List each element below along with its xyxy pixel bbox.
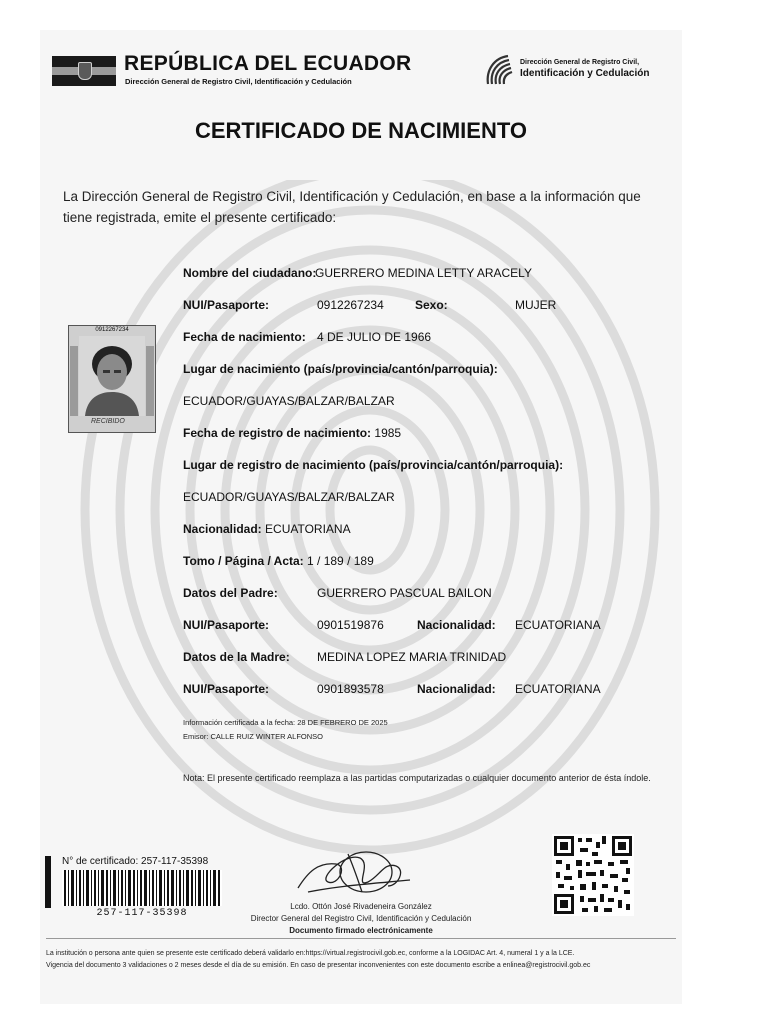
mother-nationality: ECUATORIANA [515,682,601,696]
birth-place-label: Lugar de nacimiento (país/provincia/cantón/parroquia): [183,362,498,376]
registry-place: ECUADOR/GUAYAS/BALZAR/BALZAR [183,490,395,504]
barcode-image [62,870,222,906]
registro-civil-logo-icon [480,50,520,90]
citizen-id: 0912267234 [317,298,384,312]
certificate-number: N° de certificado: 257-117-35398 [62,856,209,867]
ecuador-flag-icon [52,56,116,86]
certificate-page [40,30,682,1004]
volume-row [183,554,374,568]
father-label: Datos del Padre: [183,586,278,600]
volume-label: Tomo / Página / Acta: [183,554,304,568]
country-title: REPÚBLICA DEL ECUADOR [124,52,412,75]
fingerprint-watermark [40,180,682,900]
agency-line-1: Dirección General de Registro Civil, [520,59,640,66]
registry-date-label: Fecha de registro de nacimiento: [183,426,372,440]
footer-line-1: La institución o persona ante quien se presente este certificado deberá validarlo en:https://virtual.registrocivil.gob.ec, conforme a la LOGIDAC Art. 4, numeral 1 y a la LCE. [46,950,575,957]
nationality-label: Nacionalidad: [183,522,262,536]
father-nationality: ECUATORIANA [515,618,601,632]
father-id: 0901519876 [317,618,384,632]
portrait-image [79,336,145,416]
citizen-sex: MUJER [515,298,557,312]
edge-mark [45,856,51,908]
nationality: ECUATORIANA [265,522,351,536]
signed-electronically: Documento firmado electrónicamente [289,926,433,935]
mother-id-label: NUI/Pasaporte: [183,682,270,696]
birth-date-label: Fecha de nacimiento: [183,330,306,344]
father-id-label: NUI/Pasaporte: [183,618,270,632]
registry-place-label: Lugar de registro de nacimiento (país/provincia/cantón/parroquia): [183,458,564,472]
document-title: CERTIFICADO DE NACIMIENTO [194,118,528,143]
signature-image [288,842,418,902]
barcode-number: 257-117-35398 [96,908,188,919]
id-label: NUI/Pasaporte: [183,298,270,312]
intro-paragraph: La Dirección General de Registro Civil, Identificación y Cedulación, en base a la información que tiene registrada, emite el presente certificado: [63,189,641,225]
volume-value: 1 / 189 / 189 [307,554,374,568]
father-nationality-label: Nacionalidad: [417,618,496,632]
signatory-title: Director General del Registro Civil, Identificación y Cedulación [250,914,472,923]
mother-label: Datos de la Madre: [183,650,290,664]
name-label: Nombre del ciudadano: [183,266,317,280]
registry-date: 1985 [374,426,402,440]
birth-date: 4 DE JULIO DE 1966 [317,330,432,344]
footer-line-2: Vigencia del documento 3 validaciones o 2 meses desde el día de su emisión. En caso de presentar inconvenientes con este documento escribe a enlinea@registrocivil.gob.ec [46,962,591,969]
signatory-name: Lcdo. Ottón José Rivadeneira González [290,902,432,911]
mother-name: MEDINA LOPEZ MARIA TRINIDAD [317,650,507,664]
agency-line-2: Identificación y Cedulación [520,68,650,79]
mother-id: 0901893578 [317,682,384,696]
photo-number: 0912267234 [95,327,129,333]
photo-caption: RECIBIDO [91,418,125,425]
certified-info: Información certificada a la fecha: 28 DE FEBRERO DE 2025 [183,718,388,727]
country-subtitle: Dirección General de Registro Civil, Identificación y Cedulación [125,77,352,86]
registry-date-row [183,426,401,440]
qr-code-image [552,834,634,916]
citizen-name: GUERRERO MEDINA LETTY ARACELY [315,266,532,280]
issuer: Emisor: CALLE RUIZ WINTER ALFONSO [183,732,324,741]
footer-divider [46,938,676,939]
nationality-row [183,522,351,536]
citizen-photo [68,325,156,433]
birth-place: ECUADOR/GUAYAS/BALZAR/BALZAR [183,394,395,408]
mother-nationality-label: Nacionalidad: [417,682,496,696]
sex-label: Sexo: [415,298,448,312]
note-paragraph: Nota: El presente certificado reemplaza a las partidas computarizadas o cualquier documento anterior de ésta índole. [183,773,651,783]
father-name: GUERRERO PASCUAL BAILON [317,586,492,600]
